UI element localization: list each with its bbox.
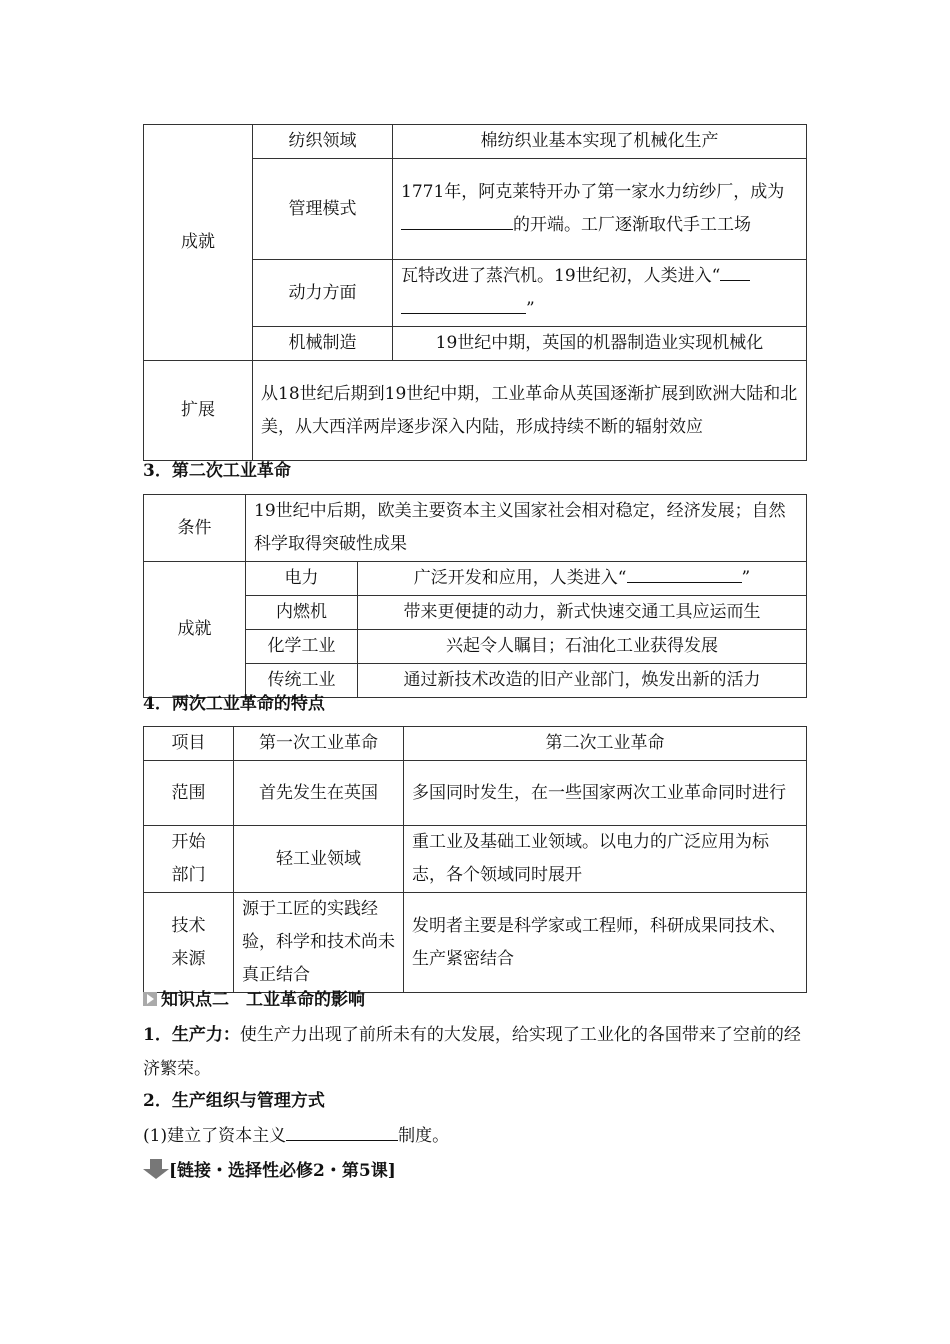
content-cell: 带来更便捷的动力，新式快速交通工具应运而生 [358,596,807,630]
capitalist-paragraph [143,1119,808,1153]
content-text: 广泛开发和应用，人类进入“ [413,568,627,588]
achievement-label: 成就 [144,562,246,698]
down-arrow-icon [143,1159,169,1179]
header-cell: 项目 [144,727,234,761]
field-cell: 动力方面 [253,260,393,327]
play-triangle-icon [143,992,157,1006]
first-cell: 轻工业领域 [234,826,404,893]
second-revolution-table [143,494,807,698]
first-cell: 源于工匠的实践经验，科学和技术尚未真正结合 [234,893,404,993]
fill-blank[interactable] [401,295,526,314]
paragraph-text: 制度。 [398,1126,450,1146]
field-cell: 化学工业 [246,630,358,664]
section-title [143,984,365,1017]
achievement-label: 成就 [144,125,253,361]
paragraph-label: 1．生产力： [143,1025,240,1045]
content-cell [393,260,807,327]
heading-second-revolution: 3．第二次工业革命 [143,461,291,481]
condition-label: 条件 [144,495,246,562]
paragraph-text: 使生产力出现了前所未有的大发展，给实现了工业化的各国带来了空前的经济繁荣。 [143,1025,801,1079]
field-cell: 传统工业 [246,664,358,698]
second-cell: 重工业及基础工业领域。以电力的广泛应用为标志，各个领域同时展开 [404,826,807,893]
organization-heading: 2．生产组织与管理方式 [143,1091,325,1111]
content-cell: 兴起令人瞩目；石油化工业获得发展 [358,630,807,664]
section-title-text: 知识点二 工业革命的影响 [161,990,365,1010]
item-cell: 技术来源 [144,893,234,993]
header-cell: 第二次工业革命 [404,727,807,761]
content-cell: 棉纺织业基本实现了机械化生产 [393,125,807,159]
fill-blank[interactable] [286,1122,398,1141]
second-cell: 发明者主要是科学家或工程师，科研成果同技术、生产紧密结合 [404,893,807,993]
header-cell: 第一次工业革命 [234,727,404,761]
item-cell: 范围 [144,761,234,826]
link-text[interactable]: [链接・选择性必修2・第5课] [169,1161,396,1181]
content-cell: 通过新技术改造的旧产业部门，焕发出新的活力 [358,664,807,698]
item-cell: 开始部门 [144,826,234,893]
field-cell: 电力 [246,562,358,596]
content-text: ” [526,299,535,319]
content-text: 瓦特改进了蒸汽机。19世纪初，人类进入“ [401,266,721,286]
content-text: ” [741,568,751,588]
link-line [143,1155,396,1188]
field-cell: 机械制造 [253,327,393,361]
content-cell [358,562,807,596]
fill-blank[interactable] [401,211,513,230]
condition-content: 19世纪中后期，欧美主要资本主义国家社会相对稳定，经济发展；自然科学取得突破性成果 [246,495,807,562]
second-cell: 多国同时发生，在一些国家两次工业革命同时进行 [404,761,807,826]
field-cell: 管理模式 [253,159,393,260]
heading-characteristics: 4．两次工业革命的特点 [143,694,325,714]
content-cell [393,159,807,260]
productivity-paragraph [143,1018,808,1086]
field-cell: 内燃机 [246,596,358,630]
content-text: 1771年，阿克莱特开办了第一家水力纺纱厂，成为 [401,182,785,202]
paragraph-text: (1)建立了资本主义 [143,1126,287,1146]
comparison-table [143,726,807,993]
first-cell: 首先发生在英国 [234,761,404,826]
first-revolution-table [143,124,807,461]
expansion-label: 扩展 [144,361,253,461]
field-cell: 纺织领域 [253,125,393,159]
expansion-content: 从18世纪后期到19世纪中期，工业革命从英国逐渐扩展到欧洲大陆和北美，从大西洋两岸逐步深入内陆，形成持续不断的辐射效应 [253,361,807,461]
content-cell: 19世纪中期，英国的机器制造业实现机械化 [393,327,807,361]
content-text: 的开端。工厂逐渐取代手工工场 [513,215,751,235]
fill-blank[interactable] [627,564,742,583]
fill-blank[interactable] [720,262,750,281]
